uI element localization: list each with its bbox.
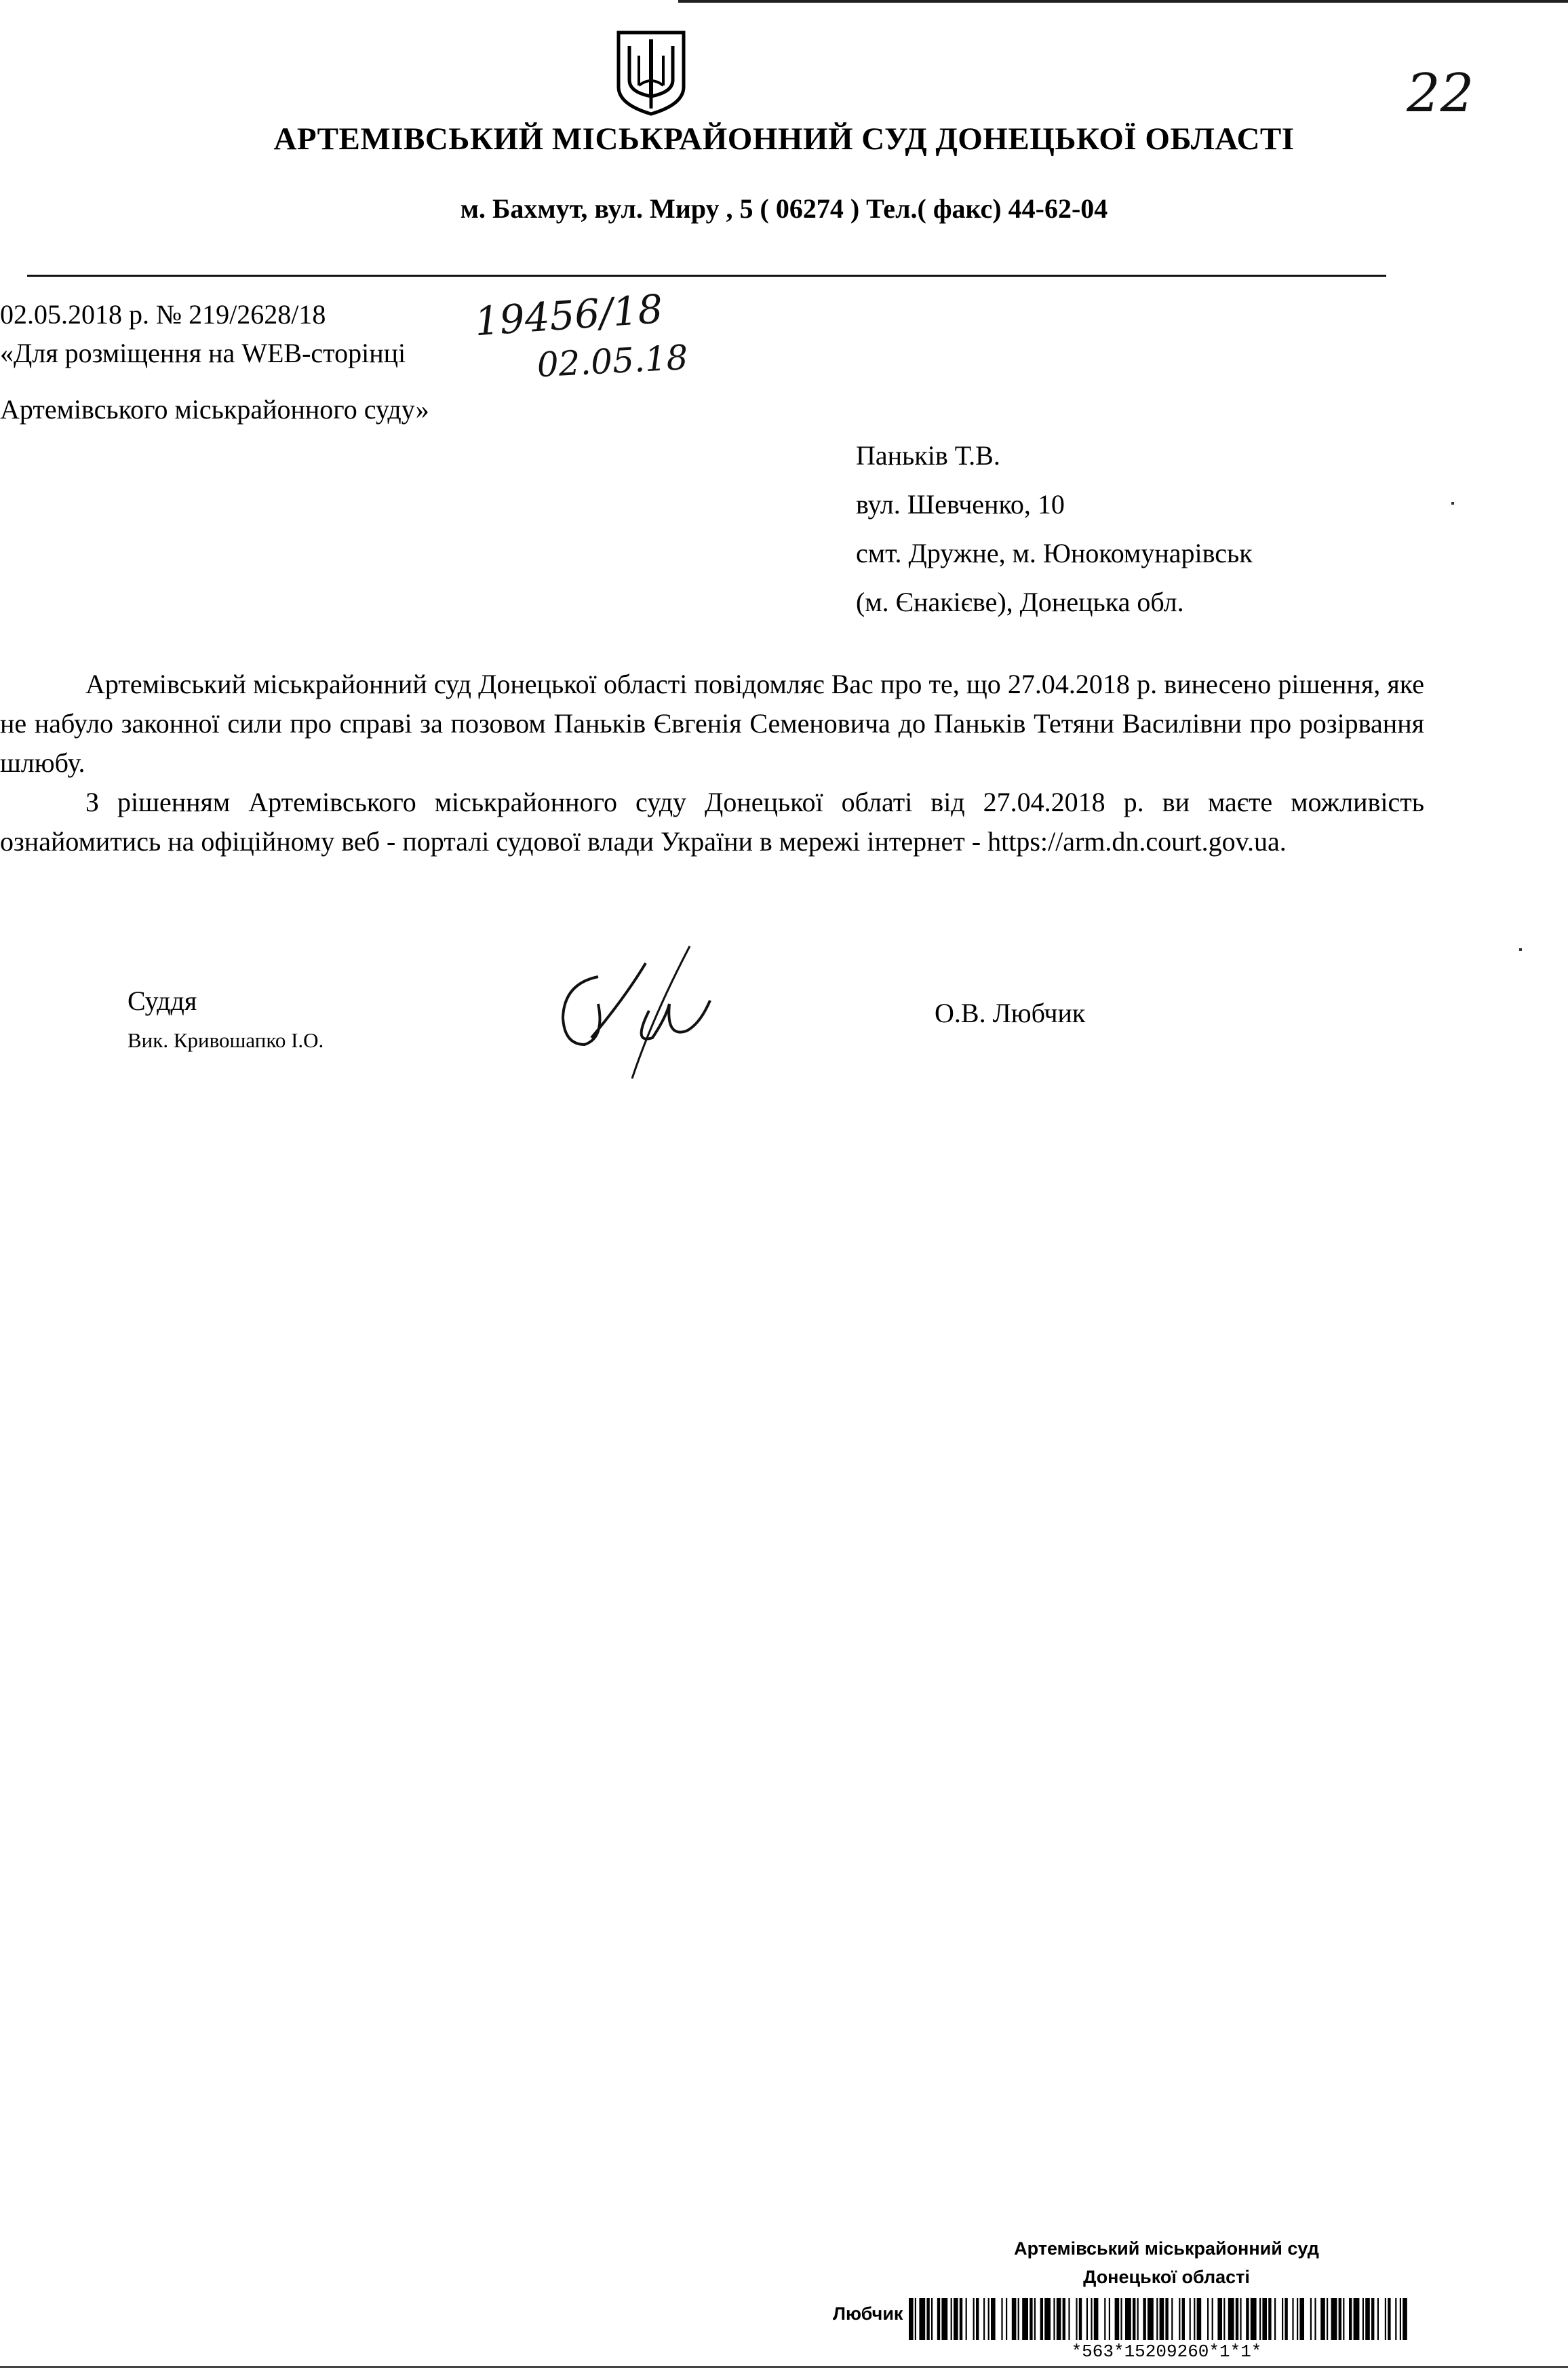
court-address: м. Бахмут, вул. Миру , 5 ( 06274 ) Тел.( факс) 44-62-04 bbox=[460, 193, 1108, 224]
handwritten-registration-date bbox=[533, 338, 689, 385]
document-barcode bbox=[909, 2298, 1412, 2340]
svg-text:22: 22 bbox=[1407, 63, 1474, 124]
recipient-street: вул. Шевченко, 10 bbox=[856, 489, 1065, 520]
svg-text:02.05.18: 02.05.18 bbox=[536, 338, 689, 385]
scan-speck bbox=[1451, 502, 1454, 505]
court-name-heading: АРТЕМІВСЬКИЙ МІСЬКРАЙОННИЙ СУД ДОНЕЦЬКОЇ ОБЛАСТІ bbox=[273, 121, 1295, 157]
recipient-name: Паньків Т.В. bbox=[856, 440, 1000, 471]
web-publication-note-line1: «Для розміщення на WEB-сторінці bbox=[0, 338, 406, 368]
recipient-town: смт. Дружне, м. Юнокомунарівськ bbox=[856, 538, 1253, 568]
web-publication-note-line2: Артемівського міськрайонного суду» bbox=[0, 394, 429, 425]
header-divider bbox=[27, 275, 1386, 277]
barcode-court-line1: Артемівський міськрайонний суд bbox=[1014, 2238, 1319, 2259]
handwritten-registration-number bbox=[468, 285, 692, 346]
judge-label: Суддя bbox=[128, 986, 197, 1016]
bottom-edge-rule bbox=[0, 2366, 1568, 2368]
scan-speck bbox=[1519, 948, 1522, 951]
barcode-number: *563*15209260*1*1* bbox=[1071, 2341, 1262, 2362]
judge-signature bbox=[551, 936, 727, 1085]
recipient-block bbox=[856, 431, 1253, 627]
recipient-region: (м. Єнакієве), Донецька обл. bbox=[856, 587, 1184, 617]
barcode-judge-label: Любчик bbox=[833, 2303, 903, 2324]
executor-name: Вик. Кривошапко І.О. bbox=[128, 1028, 324, 1052]
outgoing-reference: 02.05.2018 р. № 219/2628/18 bbox=[0, 299, 326, 330]
judge-name: О.В. Любчик bbox=[935, 998, 1086, 1028]
body-paragraph-1: Артемівський міськрайонний суд Донецької області повідомляє Вас про те, що 27.04.2018 р. винесено рішення, яке не набуло законної сили про справі за позовом Паньків Євгенія Семеновича до Паньків Тетяни Василівни про розірвання шлюбу. bbox=[0, 669, 1424, 778]
top-edge-rule bbox=[678, 0, 1568, 3]
trident-coat-of-arms-icon bbox=[614, 28, 688, 117]
body-paragraph-2: З рішенням Артемівського міськрайонного суду Донецької облаті від 27.04.2018 р. ви маєте можливість ознайомитись на офіційному веб - порталі судової влади України в мережі інтернет - https://arm.dn.court.gov.ua. bbox=[0, 787, 1424, 857]
letter-body bbox=[0, 665, 1424, 861]
barcode-court-line2: Донецької області bbox=[1083, 2267, 1250, 2287]
svg-text:19456/18: 19456/18 bbox=[473, 286, 665, 345]
handwritten-corner-mark bbox=[1404, 50, 1492, 138]
